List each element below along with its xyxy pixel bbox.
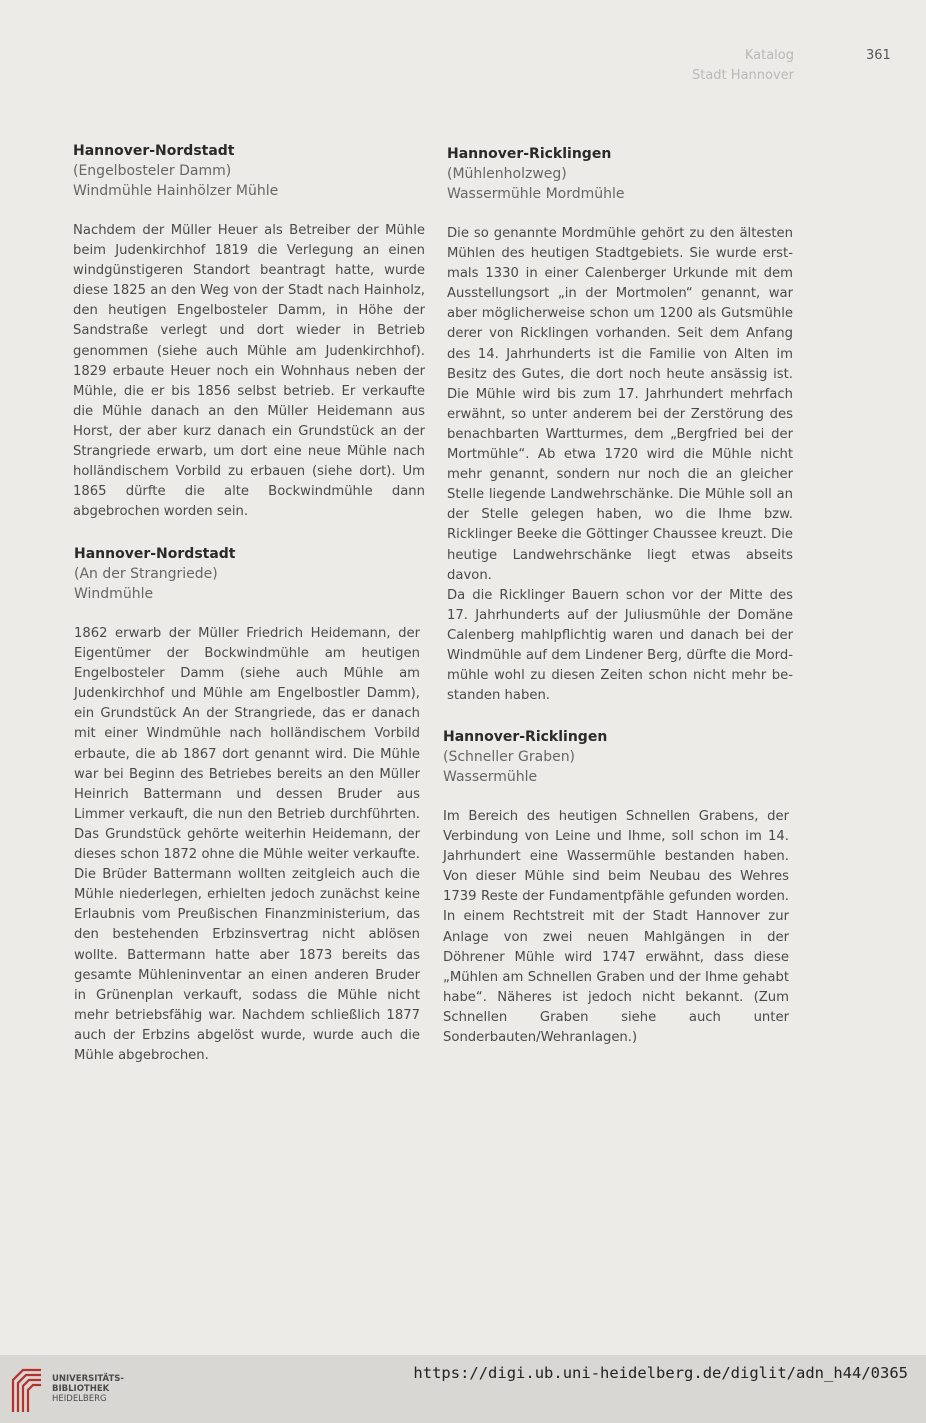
entry-paragraph: Im Bereich des heutigen Schnellen Grabens, der Verbindung von Leine und Ihme, soll schon im 14. Jahrhundert eine Wassermühle bestanden haben. Von dieser Mühle sind beim Neubau des Wehres 1739 Reste der Fundamentpfähle gefunden worden. In einem Rechtstreit mit der Stadt Hannover zur Anlage von zwei neuen Mahlgängen in der Döhrener Mühle wird 1747 erwähnt, dass diese „Mühlen am Schnellen Graben und der Ihme gehabt habe“. Näheres ist jedoch nicht bekannt. (Zum Schnellen Graben siehe auch unter Sonderbauten/Wehranlagen.)	[443, 809, 789, 1046]
logo-line: HEIDELBERG	[52, 1394, 107, 1404]
entry-location: (Engelbosteler Damm)	[73, 163, 232, 179]
logo-line: BIBLIOTHEK	[52, 1384, 110, 1394]
entry-ricklingen-schneller-graben	[443, 727, 789, 1048]
running-header	[692, 46, 794, 86]
entry-nordstadt-hainhoelzer	[73, 141, 425, 522]
entry-title: Hannover-Nordstadt	[74, 546, 236, 562]
entry-location: (Mühlenholzweg)	[447, 166, 567, 182]
entry-type: Windmühle Hainhölzer Mühle	[73, 183, 279, 199]
entry-title: Hannover-Nordstadt	[73, 143, 235, 159]
library-logo-icon	[9, 1366, 45, 1416]
entry-nordstadt-strangriede	[74, 544, 420, 1066]
entry-paragraph: 1862 erwarb der Müller Friedrich Heidemann, der Eigentümer der Bockwindmühle am heutigen Engelbosteler Damm (siehe auch Mühle am Judenkirchhof und Mühle am Engelbostler Damm), ein Grundstück An der Strangriede, das er danach mit einer Windmühle nach holländischem Vorbild erbaute, die ab 1867 dort genannt wird. Die Mühle war bei Beginn des Betriebes bereits an den Müller Heinrich Battermann und dessen Bruder aus Limmer verkauft, die nun den Betrieb durchführten. Das Grundstück gehörte weiterhin Heidemann, der dieses schon 1872 ohne die Mühle weiter verkaufte. Die Brüder Battermann wollten zeitgleich auch die Mühle niederlegen, erhielten jedoch zunächst keine Erlaubnis vom Preußischen Finanzministerium, das den bestehenden Erbzinsvertrag nicht ablösen wollte. Battermann hatte aber 1873 bereits das gesamte Mühleninventar an einen anderen Bruder in Grünenplan verkauft, sodass die Mühle nicht mehr betriebsfähig war. Nachdem schließlich 1877 auch der Erbzins abgelöst wurde, wurde auch die Mühle abgebrochen.	[74, 626, 420, 1063]
page-number: 361	[866, 48, 891, 63]
source-url-link[interactable]: https://digi.ub.uni-heidelberg.de/diglit/adn_h44/0365	[413, 1364, 908, 1382]
library-logo-text	[52, 1374, 124, 1404]
entry-title: Hannover-Ricklingen	[443, 729, 608, 745]
entry-body	[443, 807, 789, 1048]
entry-body	[447, 224, 793, 706]
entry-location: (Schneller Graben)	[443, 749, 576, 765]
entry-paragraph: Die so genannte Mordmühle gehört zu den ältesten Mühlen des heutigen Stadtgebiets. Sie wurde erstmals 1330 in einer Calenberger Urkunde mit dem Ausstellungsort „in der Mortmolen“ genannt, war aber möglicherweise schon um 1200 als Gutsmühle derer von Ricklingen vorhanden. Seit dem Anfang des 14. Jahrhunderts ist die Familie von Alten im Besitz des Gutes, die dort noch heute ansässig ist. Die Mühle wird bis zum 17. Jahrhundert mehrfach erwähnt, so unter anderem bei der Zerstörung des benachbarten Wartturmes, dem „Bergfried bei der Mortmühle“. Ab etwa 1720 wird die Mühle nicht mehr genannt, sondern nur noch die an gleicher Stelle liegende Landwehrschänke. Die Mühle soll an der Stelle gelegen haben, wo die Ihme bzw. Ricklinger Beeke die Göttinger Chaussee kreuzt. Die heutige Landwehrschänke liegt etwas abseits davon.	[447, 226, 793, 583]
entry-type: Wassermühle	[443, 769, 538, 785]
entry-type: Windmühle	[74, 586, 154, 602]
entry-ricklingen-mordmuehle	[447, 144, 793, 706]
entry-paragraph: Da die Ricklinger Bauern schon vor der Mitte des 17. Jahrhunderts auf der Juliusmühle der Domäne Calenberg mahlpflichtig waren und danach bei der Windmühle auf dem Lindener Berg, dürfte die Mordmühle wohl zu diesen Zeiten schon nicht mehr bestanden haben.	[447, 587, 793, 704]
logo-line: UNIVERSITÄTS-	[52, 1374, 124, 1384]
header-subsection: Stadt Hannover	[691, 68, 794, 83]
header-section: Katalog	[744, 48, 794, 63]
entry-body	[74, 624, 420, 1066]
entry-location: (An der Strangriede)	[74, 566, 218, 582]
entry-title: Hannover-Ricklingen	[447, 146, 612, 162]
entry-body	[73, 221, 425, 522]
entry-type: Wassermühle Mordmühle	[447, 186, 625, 202]
entry-paragraph: Nachdem der Müller Heuer als Betreiber der Mühle beim Judenkirchhof 1819 die Verlegung an einen windgünstigeren Standort beantragt hatte, wurde diese 1825 an den Weg von der Stadt nach Hainholz, den heutigen Engelbosteler Damm, in Höhe der Sandstraße verlegt und dort wieder in Betrieb genommen (siehe auch Mühle am Judenkirchhof). 1829 erbaute Heuer noch ein Wohnhaus neben der Mühle, die er bis 1856 selbst betrieb. Er verkaufte die Mühle danach an den Müller Heidemann aus Horst, der aber kurz danach ein Grundstück an der Strangriede erwarb, um dort eine neue Mühle nach holländischem Vorbild zu erbauen (siehe dort). Um 1865 dürfte die alte Bockwindmühle dann abgebrochen worden sein.	[73, 223, 425, 520]
